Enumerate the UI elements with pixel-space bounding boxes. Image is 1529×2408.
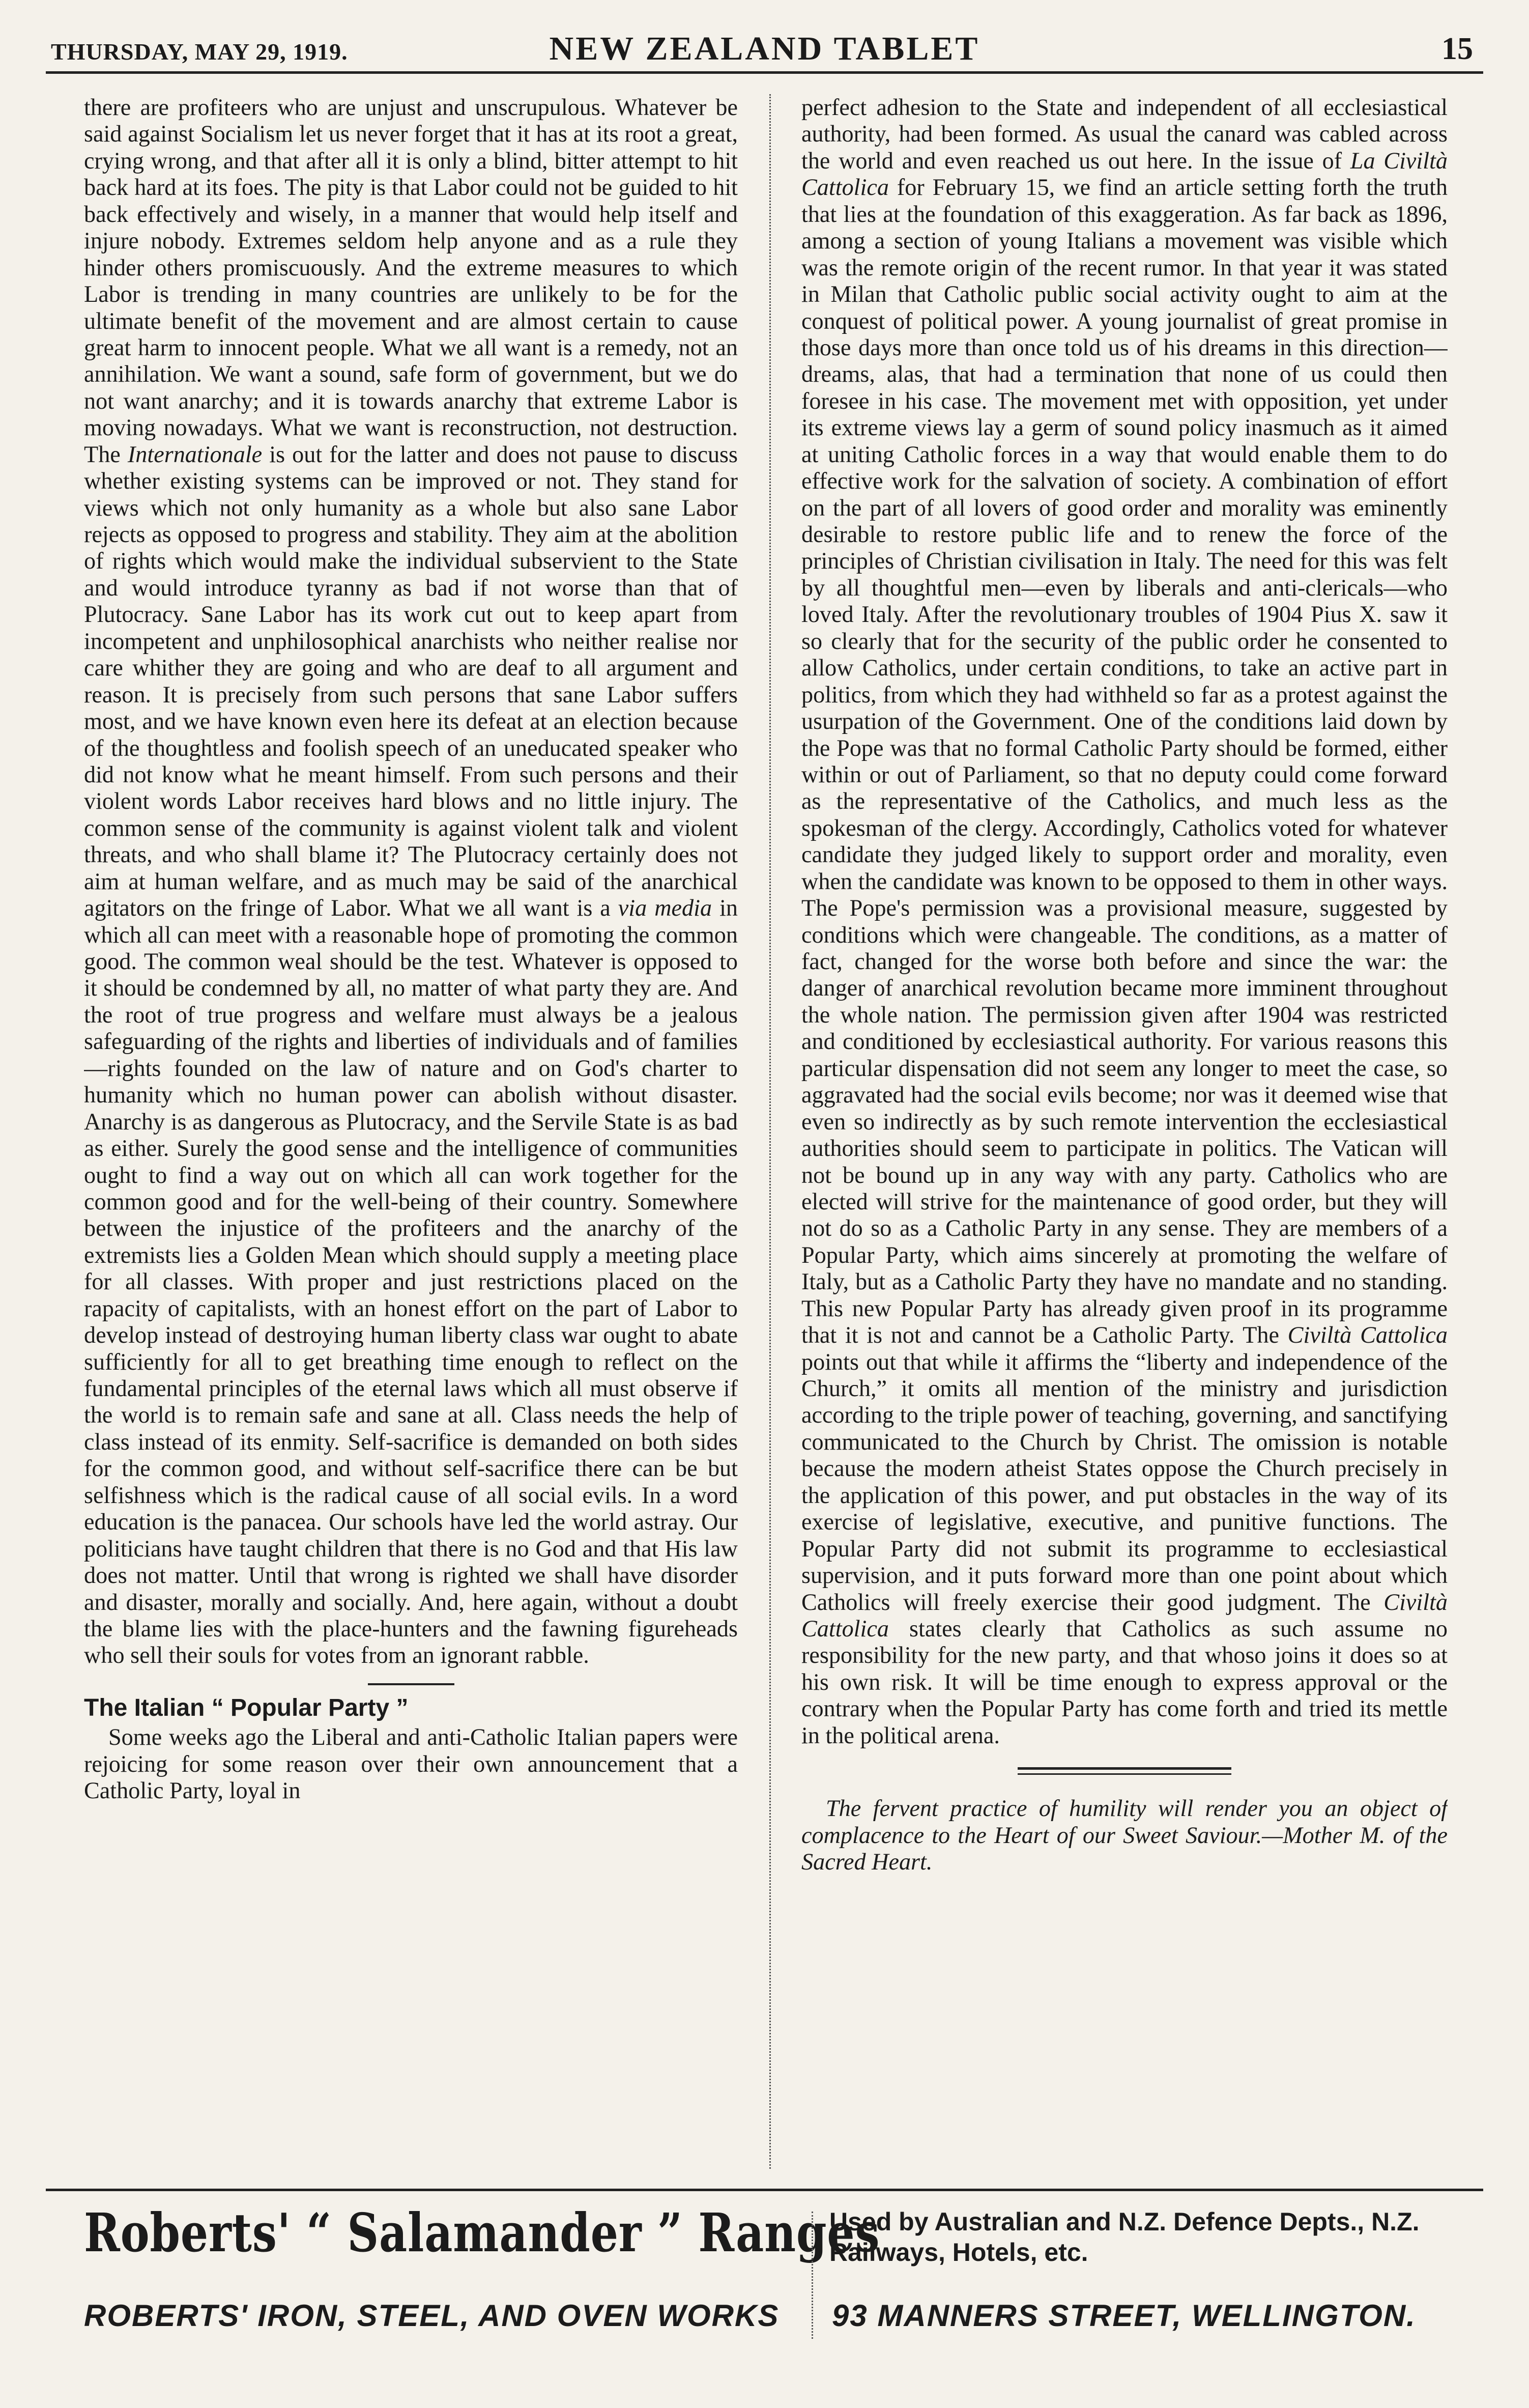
issue-date: THURSDAY, MAY 29, 1919.: [51, 39, 348, 65]
italic-term: Civiltà Cattolica: [801, 1589, 1448, 1641]
article-body-paragraph: [801, 94, 1448, 1749]
closing-quote: The fervent practice of humility will render you an object of complacence to the Heart of our Sweet Saviour.—Mother M. of the Sacred Heart.: [801, 1795, 1448, 1875]
section-heading: The Italian “ Popular Party ”: [84, 1694, 409, 1721]
italic-term: Internationale: [127, 441, 263, 467]
ad-works-name: ROBERTS' IRON, STEEL, AND OVEN WORKS: [84, 2299, 780, 2333]
section-divider: [1018, 1767, 1231, 1775]
article-body-paragraph: Some weeks ago the Liberal and anti-Catholic Italian papers were rejoicing for some reason over their own announcement that a Catholic Party, loyal in: [84, 1724, 738, 1804]
text-run: there are profiteers who are unjust and unscrupulous. Whatever be said against Socialism let us never forget that it has at its root a great, crying wrong, and that after all it is only a blind, bitter attempt to hit back hard at its foes. The pity is that Labor could not be guided to hit back effectively and wisely, in a manner that would help itself and injure nobody. Extremes seldom help anyone and as a rule they hinder others promiscuously. And the extreme measures to which Labor is trending in many countries are unlikely to be for the ultimate benefit of the movement and are almost certain to cause great harm to innocent people. What we all want is a remedy, not an annihilation. We want a sound, safe form of government, but we do not want anarchy; and it is towards anarchy that extreme Labor is moving nowadays. What we want is reconstruction, not destruction. The: [84, 94, 738, 467]
right-column: [801, 94, 1448, 2154]
ad-used-by-line: Railways, Hotels, etc.: [829, 2238, 1088, 2267]
advertisement-banner: [46, 2189, 1483, 2359]
ad-brand-name: Roberts' “ Salamander ” Ranges: [84, 2201, 880, 2264]
masthead-title: NEW ZEALAND TABLET: [549, 30, 980, 67]
text-run: states clearly that Catholics as such assume no responsibility for the new party, and that whoso joins it does so at his own risk. It will be time enough to express approval or the contrary when the Popular Party has come forth and tried its mettle in the political arena.: [801, 1615, 1448, 1748]
ad-used-by-line: Used by Australian and N.Z. Defence Depts., N.Z.: [829, 2207, 1420, 2236]
text-run: perfect adhesion to the State and independent of all ecclesiastical authority, had been formed. As usual the canard was cabled across the world and even reached us out here. In the issue of: [801, 94, 1448, 174]
ad-address: 93 MANNERS STREET, WELLINGTON.: [832, 2299, 1416, 2333]
page-header: [46, 25, 1483, 74]
ad-used-by: [829, 2206, 1420, 2268]
text-run: for February 15, we find an article setting forth the truth that lies at the foundation of this exaggeration. As far back as 1896, among a section of young Italians a movement was visible which was the remote origin of the recent rumor. In that year it was stated in Milan that Catholic public social activity ought to aim at the conquest of political power. A young journalist of great promise in those days more than once told us of his dreams in this direction—dreams, alas, that had a termination that none of us could then foresee in his case. The movement met with opposition, yet under its extreme views lay a germ of sound policy inasmuch as it aimed at uniting Catholic forces in a way that would enable them to do effective work for the salvation of society. A combination of effort on the part of all lovers of good order and morality was eminently desirable to restore public life and to renew the force of the principles of Christian civilisation in Italy. The need for this was felt by all thoughtful men—even by liberals and anti-clericals—who loved Italy. After the revolutionary troubles of 1904 Pius X. saw it so clearly that for the security of the public order he consented to allow Catholics, under certain conditions, to take an active part in politics, from which they had withheld so far as a protest against the usurpation of the Government. One of the conditions laid down by the Pope was that no formal Catholic Party should be formed, either within or out of Parliament, so that no deputy could come forward as the representative of the Catholics, and much less as the spokesman of the clergy. Accordingly, Catholics voted for whatever candidate they judged likely to support order and morality, even when the candidate was known to be opposed to them in other ways. The Pope's permission was a provisional measure, suggested by conditions which were changeable. The conditions, as a matter of fact, changed for the worse both before and since the war: the danger of anarchical revolution became more imminent throughout the whole nation. The permission given after 1904 was restricted and conditioned by ecclesiastical authority. For various reasons this particular dispensation did not seem any longer to meet the case, so aggravated had the social evils become; nor was it deemed wise that even so indirectly as by such remote intervention the ecclesiastical authorities should seem to participate in politics. The Vatican will not be bound up in any way with any party. Catholics who are elected will strive for the maintenance of good order, but they will not do so as a Catholic Party in any sense. They are members of a Popular Party, which aims sincerely at promoting the welfare of Italy, but as a Catholic Party they have no mandate and no standing. This new Popular Party has already given proof in its programme that it is not and cannot be a Catholic Party. The: [801, 174, 1448, 1348]
italic-term: La Civiltà Cattolica: [801, 147, 1448, 201]
text-run: in which all can meet with a reasonable hope of promoting the common good. The common weal should be the test. Whatever is opposed to it should be condemned by all, no matter of what party they are. And the root of true progress and welfare must always be a jealous safeguarding of the rights and liberties of individuals and of families—rights founded on the law of nature and on God's charter to humanity which no human power can abolish without disaster. Anarchy is as dangerous as Plutocracy, and the Servile State is as bad as either. Surely the good sense and the intelligence of communities ought to find a way out on which all can work together for the common good and for the well-being of their country. Somewhere between the injustice of the profiteers and the anarchy of the extremists lies a Golden Mean which should supply a meeting place for all classes. With proper and just restrictions placed on the rapacity of capitalists, with an honest effort on the part of Labor to develop instead of destroying human liberty class war ought to abate sufficiently for all to get breathing time enough to reflect on the fundamental principles of the eternal laws which all must observe if the world is to remain safe and sane at all. Class needs the help of class instead of its enmity. Self-sacrifice is demanded on both sides for the common good, and without self-sacrifice there can be but selfishness which is the radical cause of all social evils. In a word education is the panacea. Our schools have led the world astray. Our politicians have taught children that there is no God and that His law does not matter. Until that wrong is righted we shall have disorder and disaster, morally and socially. And, here again, without a doubt the blame lies with the place-hunters and the fawning figureheads who sell their souls for votes from an ignorant rabble.: [84, 895, 738, 1668]
text-run: points out that while it affirms the “liberty and independence of the Church,” it omits all mention of the ministry and jurisdiction according to the triple power of teaching, governing, and sanctifying communicated to the Church by Christ. The omission is notable because the modern atheist States oppose the Church precisely in the application of this power, and put obstacles in the way of its exercise of legislative, executive, and punitive functions. The Popular Party did not submit its programme to ecclesiastical supervision, and it puts forward more than one point about which Catholics will freely exercise their good judgment. The: [801, 1348, 1448, 1615]
column-divider: [769, 94, 771, 2169]
left-column: [84, 94, 738, 2154]
ad-divider: [812, 2212, 813, 2339]
section-divider: [368, 1683, 454, 1685]
italic-term: via media: [618, 895, 712, 921]
article-body-paragraph: [84, 94, 738, 1669]
italic-term: Civiltà Cattolica: [1287, 1322, 1448, 1348]
text-run: is out for the latter and does not pause to discuss whether existing systems can be improved or not. They stand for views which not only humanity as a whole but also sane Labor rejects as opposed to progress and stability. They aim at the abolition of rights which would make the individual subservient to the State and would introduce tyranny as bad if not worse than that of Plutocracy. Sane Labor has its work cut out to keep apart from incompetent and unphilosophical anarchists who neither realise nor care whither they are going and who are deaf to all argument and reason. It is precisely from such persons that sane Labor suffers most, and we have known even here its defeat at an election because of the thoughtless and foolish speech of an uneducated speaker who did not know what he meant himself. From such persons and their violent words Labor receives hard blows and no little injury. The common sense of the community is against violent talk and violent threats, and who shall blame it? The Plutocracy certainly does not aim at human welfare, and as much may be said of the anarchical agitators on the fringe of Labor. What we all want is a: [84, 441, 738, 921]
page-number: 15: [1441, 32, 1473, 66]
